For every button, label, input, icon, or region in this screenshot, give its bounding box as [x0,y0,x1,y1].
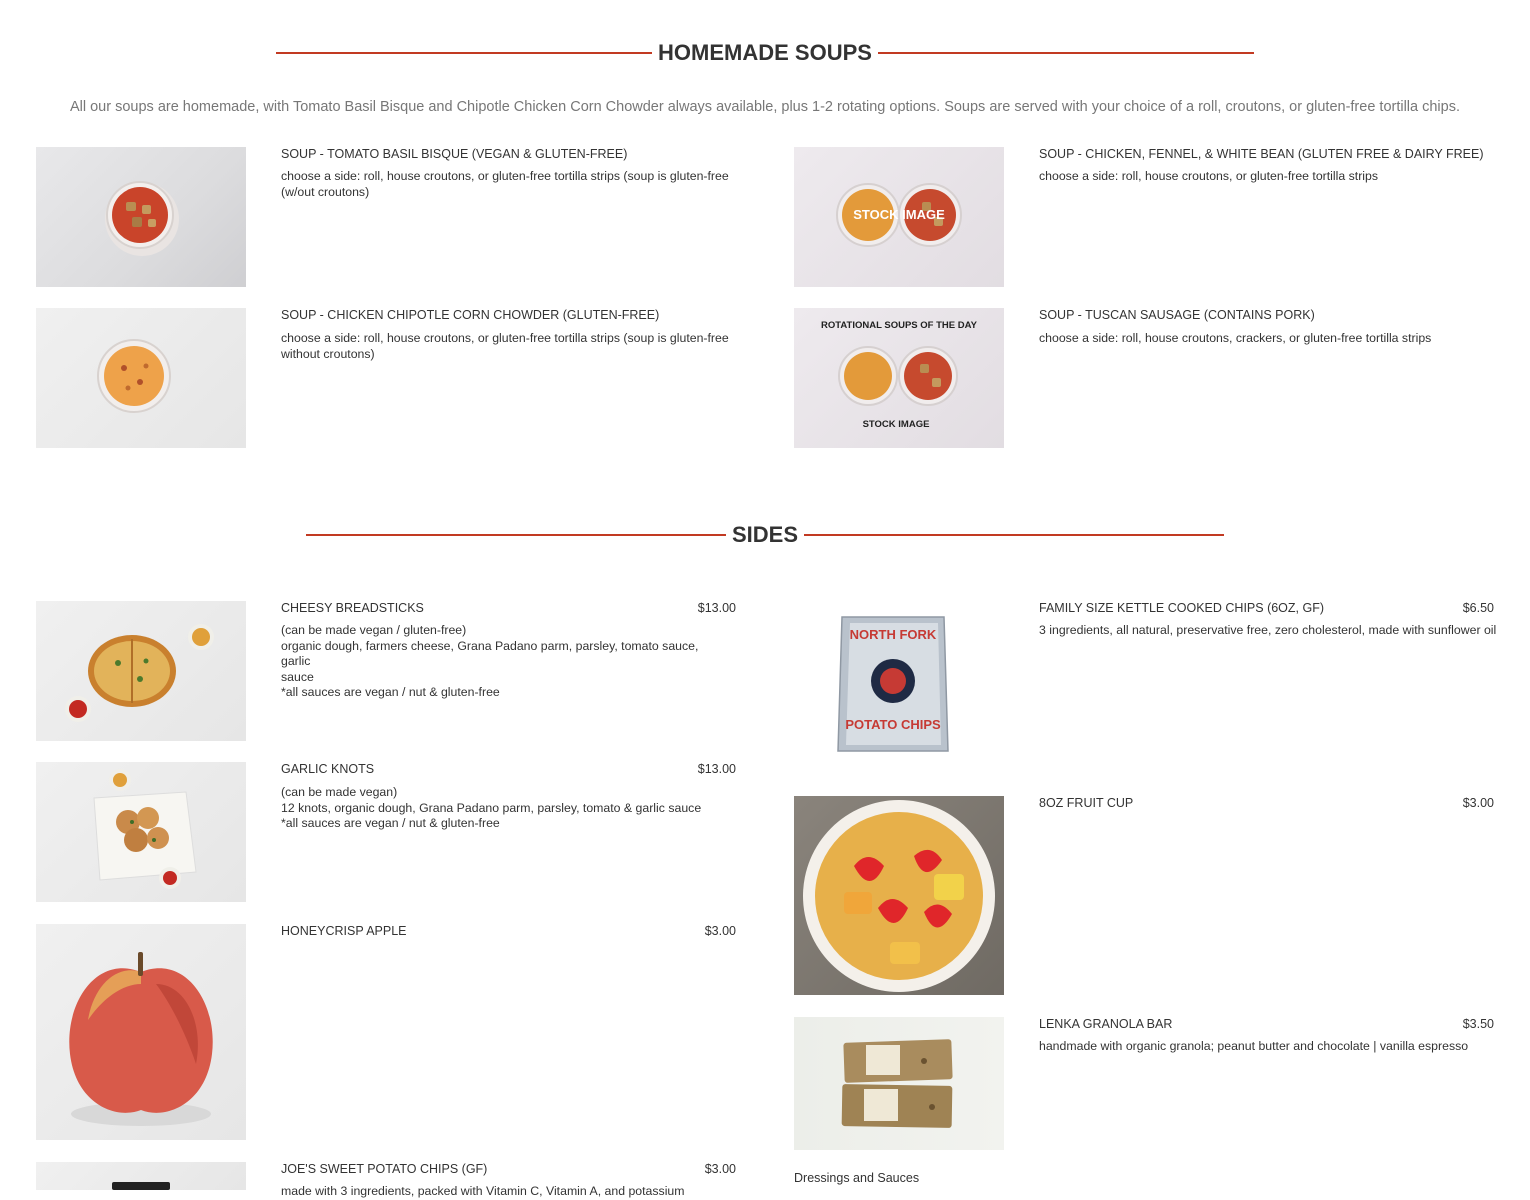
rotational-soups-photo [794,308,1004,448]
item-description: choose a side: roll, house croutons, or gluten-free tortilla strips [1039,169,1379,183]
title-rule-right [804,534,1224,536]
apple-image [36,924,246,1140]
item-description: 3 ingredients, all natural, preservative free, zero cholesterol, made with sunflower oil [1039,623,1497,637]
menu-item-fruit-cup[interactable] [794,796,1494,995]
item-name: SOUP - TUSCAN SAUSAGE (CONTAINS PORK) [1039,308,1315,322]
fruit-cup-photo [794,796,1004,995]
granola-bar-image [794,1017,1004,1150]
tomato-soup-photo [36,147,246,287]
menu-item-lenka-granola-bar[interactable] [794,1017,1494,1150]
soups-section-header [0,40,1530,66]
granola-bar-photo [794,1017,1004,1150]
menu-item-tuscan-sausage[interactable] [794,308,1494,448]
menu-item-chicken-fennel-white-bean[interactable] [794,147,1494,287]
item-price: $3.00 [1462,796,1494,810]
chowder-image [36,308,246,448]
menu-item-tomato-basil-bisque[interactable] [36,147,736,287]
svg-text:POTATO CHIPS: POTATO CHIPS [845,717,941,732]
item-description: choose a side: roll, house croutons, or gluten-free tortilla strips (soup is gluten-free (w/out croutons) [281,169,729,199]
item-name: LENKA GRANOLA BAR [1039,1017,1173,1031]
item-description: handmade with organic granola; peanut butter and chocolate | vanilla espresso [1039,1039,1469,1053]
item-price: $6.50 [1462,601,1494,615]
item-name: 8OZ FRUIT CUP [1039,796,1134,810]
item-name: SOUP - TOMATO BASIL BISQUE (VEGAN & GLUTEN-FREE) [281,147,628,161]
item-name: CHEESY BREADSTICKS [281,601,424,615]
item-name: GARLIC KNOTS [281,762,375,776]
item-description: (can be made vegan) 12 knots, organic dough, Grana Padano parm, parsley, tomato & garlic sauce *all sauces are vegan / nut & gluten-free [281,785,702,830]
item-price: $13.00 [697,762,736,776]
rotational-soups-image [794,308,1004,448]
soups-section-title: HOMEMADE SOUPS [658,40,872,65]
item-name: SOUP - CHICKEN CHIPOTLE CORN CHOWDER (GLUTEN-FREE) [281,308,660,322]
item-name: SOUP - CHICKEN, FENNEL, & WHITE BEAN (GLUTEN FREE & DAIRY FREE) [1039,147,1484,161]
menu-item-sweet-potato-chips[interactable] [36,1162,736,1198]
garlic-knots-photo [36,762,246,902]
title-rule-left [306,534,726,536]
sweet-potato-chips-image [36,1162,246,1190]
dressings-and-sauces-heading[interactable]: Dressings and Sauces [794,1171,920,1185]
apple-photo [36,924,246,1140]
sides-section-title: SIDES [731,522,799,547]
menu-item-chicken-chipotle-corn-chowder[interactable] [36,308,736,448]
item-description: (can be made vegan / gluten-free) organic dough, farmers cheese, Grana Padano parm, parsley, tomato sauce, garlic sauce *all sauces are vegan / nut & gluten-free [281,623,699,699]
menu-item-honeycrisp-apple[interactable] [36,924,736,1140]
tomato-soup-image [36,147,246,287]
menu-item-cheesy-breadsticks[interactable] [36,601,736,741]
menu-item-kettle-chips[interactable] [794,601,1497,761]
sweet-potato-chips-photo [36,1162,246,1190]
breadsticks-image [36,601,246,741]
svg-text:STOCK IMAGE: STOCK IMAGE [853,207,945,222]
item-price: $13.00 [697,601,736,615]
svg-text:ROTATIONAL SOUPS OF THE DAY: ROTATIONAL SOUPS OF THE DAY [821,320,977,331]
item-price: $3.50 [1462,1017,1494,1031]
item-name: FAMILY SIZE KETTLE COOKED CHIPS (6OZ, GF) [1039,601,1325,615]
item-price: $3.00 [704,1162,736,1176]
item-description: made with 3 ingredients, packed with Vitamin C, Vitamin A, and potassium [281,1184,685,1198]
item-description: choose a side: roll, house croutons, crackers, or gluten-free tortilla strips [1039,331,1432,345]
item-name: HONEYCRISP APPLE [281,924,407,938]
garlic-knots-image [36,762,246,902]
chips-bag-image [794,601,1004,761]
stock-soups-photo [794,147,1004,287]
item-price: $3.00 [704,924,736,938]
chowder-photo [36,308,246,448]
menu-item-garlic-knots[interactable] [36,762,736,902]
sides-section-header [0,522,1530,548]
svg-text:STOCK IMAGE: STOCK IMAGE [862,419,930,430]
soups-intro-text: All our soups are homemade, with Tomato Basil Bisque and Chipotle Chicken Corn Chowder always available, plus 1-2 rotating options. Soups are served with your choice of a roll, croutons, or gluten-free tortilla chips. [69,99,1461,115]
svg-text:NORTH FORK: NORTH FORK [849,627,937,642]
fruit-cup-image [794,796,1004,995]
chips-bag-photo [794,601,1004,761]
item-name: JOE'S SWEET POTATO CHIPS (GF) [281,1162,488,1176]
stock-soups-image [794,147,1004,287]
breadsticks-photo [36,601,246,741]
title-rule-right [878,52,1254,54]
title-rule-left [276,52,652,54]
item-description: choose a side: roll, house croutons, or gluten-free tortilla strips (soup is gluten-free without croutons) [281,331,729,361]
